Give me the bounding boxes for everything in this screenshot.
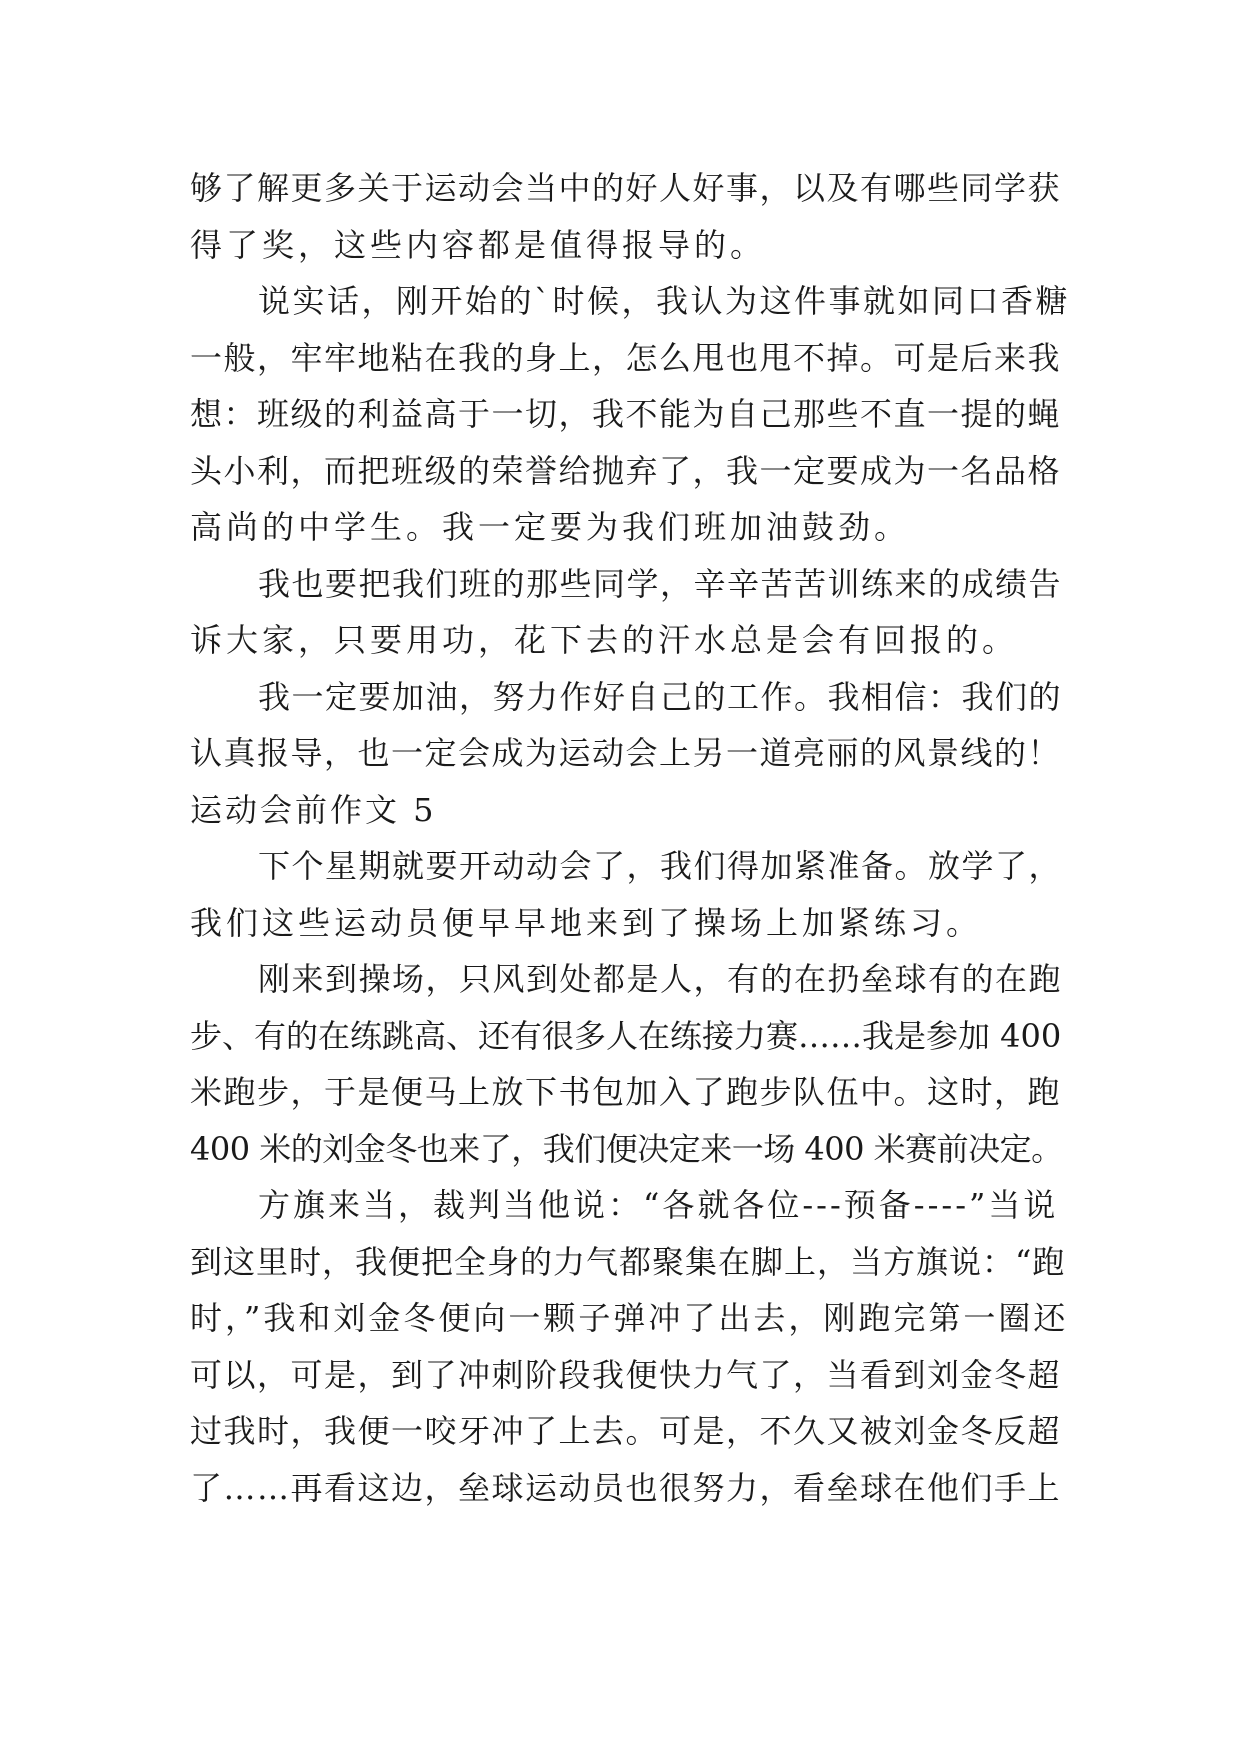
text-line: 到这里时，我便把全身的力气都聚集在脚上，当方旗说：“跑 bbox=[190, 1242, 1066, 1281]
paragraph-start-line: 说实话，刚开始的`时候，我认为这件事就如同口香糖 bbox=[258, 282, 1071, 320]
text-line: 诉大家，只要用功，花下去的汗水总是会有回报的。 bbox=[190, 621, 1019, 659]
text-line: 过我时，我便一咬牙冲了上去。可是，不久又被刘金冬反超 bbox=[190, 1412, 1062, 1450]
paragraph-start-line: 下个星期就要开动动会了，我们得加紧准备。放学了， bbox=[258, 847, 1063, 885]
section-heading: 运动会前作文 5 bbox=[190, 790, 437, 829]
body-text bbox=[190, 160, 1070, 1516]
paragraph-start-line: 方旗来当，裁判当他说：“各就各位---预备----”当说 bbox=[258, 1186, 1059, 1224]
text-line: 米跑步，于是便马上放下书包加入了跑步队伍中。这时，跑 bbox=[190, 1073, 1062, 1111]
text-line: 时，”我和刘金冬便向一颗子弹冲了出去，刚跑完第一圈还 bbox=[190, 1299, 1069, 1337]
text-line: 了……再看这边，垒球运动员也很努力，看垒球在他们手上 bbox=[190, 1468, 1062, 1507]
text-line: 头小利，而把班级的荣誉给抛弃了，我一定要成为一名品格 bbox=[190, 451, 1062, 490]
paragraph-start-line: 我也要把我们班的那些同学，辛辛苦苦训练来的成绩告 bbox=[258, 564, 1063, 603]
text-line: 400 米的刘金冬也来了，我们便决定来一场 400 米赛前决定。 bbox=[190, 1129, 1063, 1168]
text-line: 认真报导，也一定会成为运动会上另一道亮丽的风景线的！ bbox=[190, 734, 1062, 772]
text-line: 想：班级的利益高于一切，我不能为自己那些不直一提的蝇 bbox=[190, 395, 1062, 433]
text-line: 可以，可是，到了冲刺阶段我便快力气了，当看到刘金冬超 bbox=[190, 1355, 1062, 1394]
paragraph-start-line: 我一定要加油，努力作好自己的工作。我相信：我们的 bbox=[258, 677, 1063, 716]
text-line: 我们这些运动员便早早地来到了操场上加紧练习。 bbox=[190, 903, 983, 942]
text-line: 够了解更多关于运动会当中的好人好事，以及有哪些同学获 bbox=[190, 169, 1062, 207]
paragraph-start-line: 刚来到操场，只风到处都是人，有的在扔垒球有的在跑 bbox=[258, 960, 1063, 998]
text-line: 步、有的在练跳高、还有很多人在练接力赛……我是参加 400 bbox=[190, 1016, 1062, 1055]
text-line: 高尚的中学生。我一定要为我们班加油鼓劲。 bbox=[190, 508, 911, 546]
text-line: 得了奖，这些内容都是值得报导的。 bbox=[190, 225, 767, 264]
text-line: 一般，牢牢地粘在我的身上，怎么甩也甩不掉。可是后来我 bbox=[190, 338, 1062, 377]
